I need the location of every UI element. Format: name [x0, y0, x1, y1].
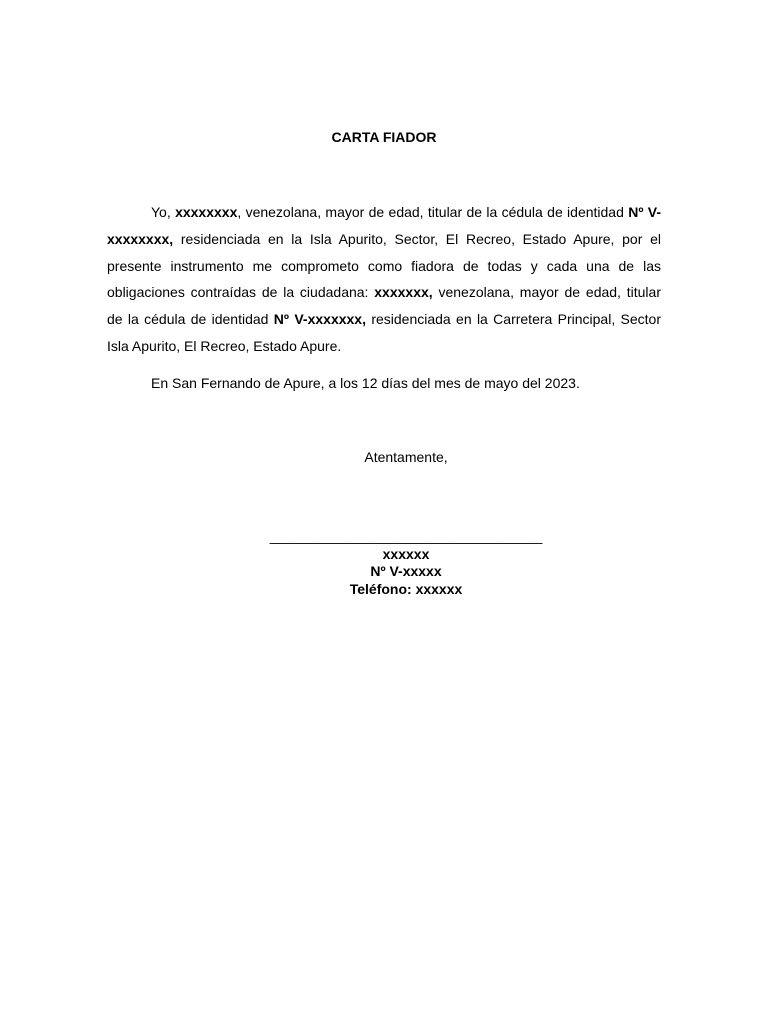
signer-id: Nº V-xxxxx — [370, 563, 442, 579]
date-paragraph: En San Fernando de Apure, a los 12 días del mes de mayo del 2023. — [151, 374, 580, 391]
signature-line: ___________________________________ — [269, 528, 543, 544]
letter-body — [107, 199, 661, 397]
debtor-id: Nº V-xxxxxxx, — [273, 311, 366, 328]
debtor-name: xxxxxxx, — [374, 284, 433, 301]
guarantor-name: xxxxxxxx — [175, 204, 238, 220]
guarantor-paragraph — [107, 199, 661, 360]
closing-salutation: Atentamente, — [364, 449, 448, 465]
signature-block — [0, 528, 768, 598]
paragraph-text: , venezolana, mayor de edad, titular de la cédula de identidad — [237, 204, 629, 220]
signer-name: xxxxxx — [382, 545, 430, 562]
document-title: CARTA FIADOR — [331, 129, 437, 145]
guarantor-id: Nº V-xxxxxxxx, — [107, 204, 661, 247]
paragraph-text: residenciada en la Carretera Principal, Sector Isla Apurito, El Recreo, Estado Apure. — [107, 311, 662, 354]
paragraph-text: Yo, — [151, 204, 176, 220]
paragraph-text: venezolana, mayor de edad, titular de la cédula de identidad — [107, 284, 661, 328]
paragraph-text: residenciada en la Isla Apurito, Sector, El Recreo, Estado Apure, por el presente instrumento me comprometo como fiadora de todas y cada una de las obligaciones contraídas de la ciudadana: — [107, 230, 661, 301]
signer-phone: Teléfono: xxxxxx — [349, 580, 463, 597]
